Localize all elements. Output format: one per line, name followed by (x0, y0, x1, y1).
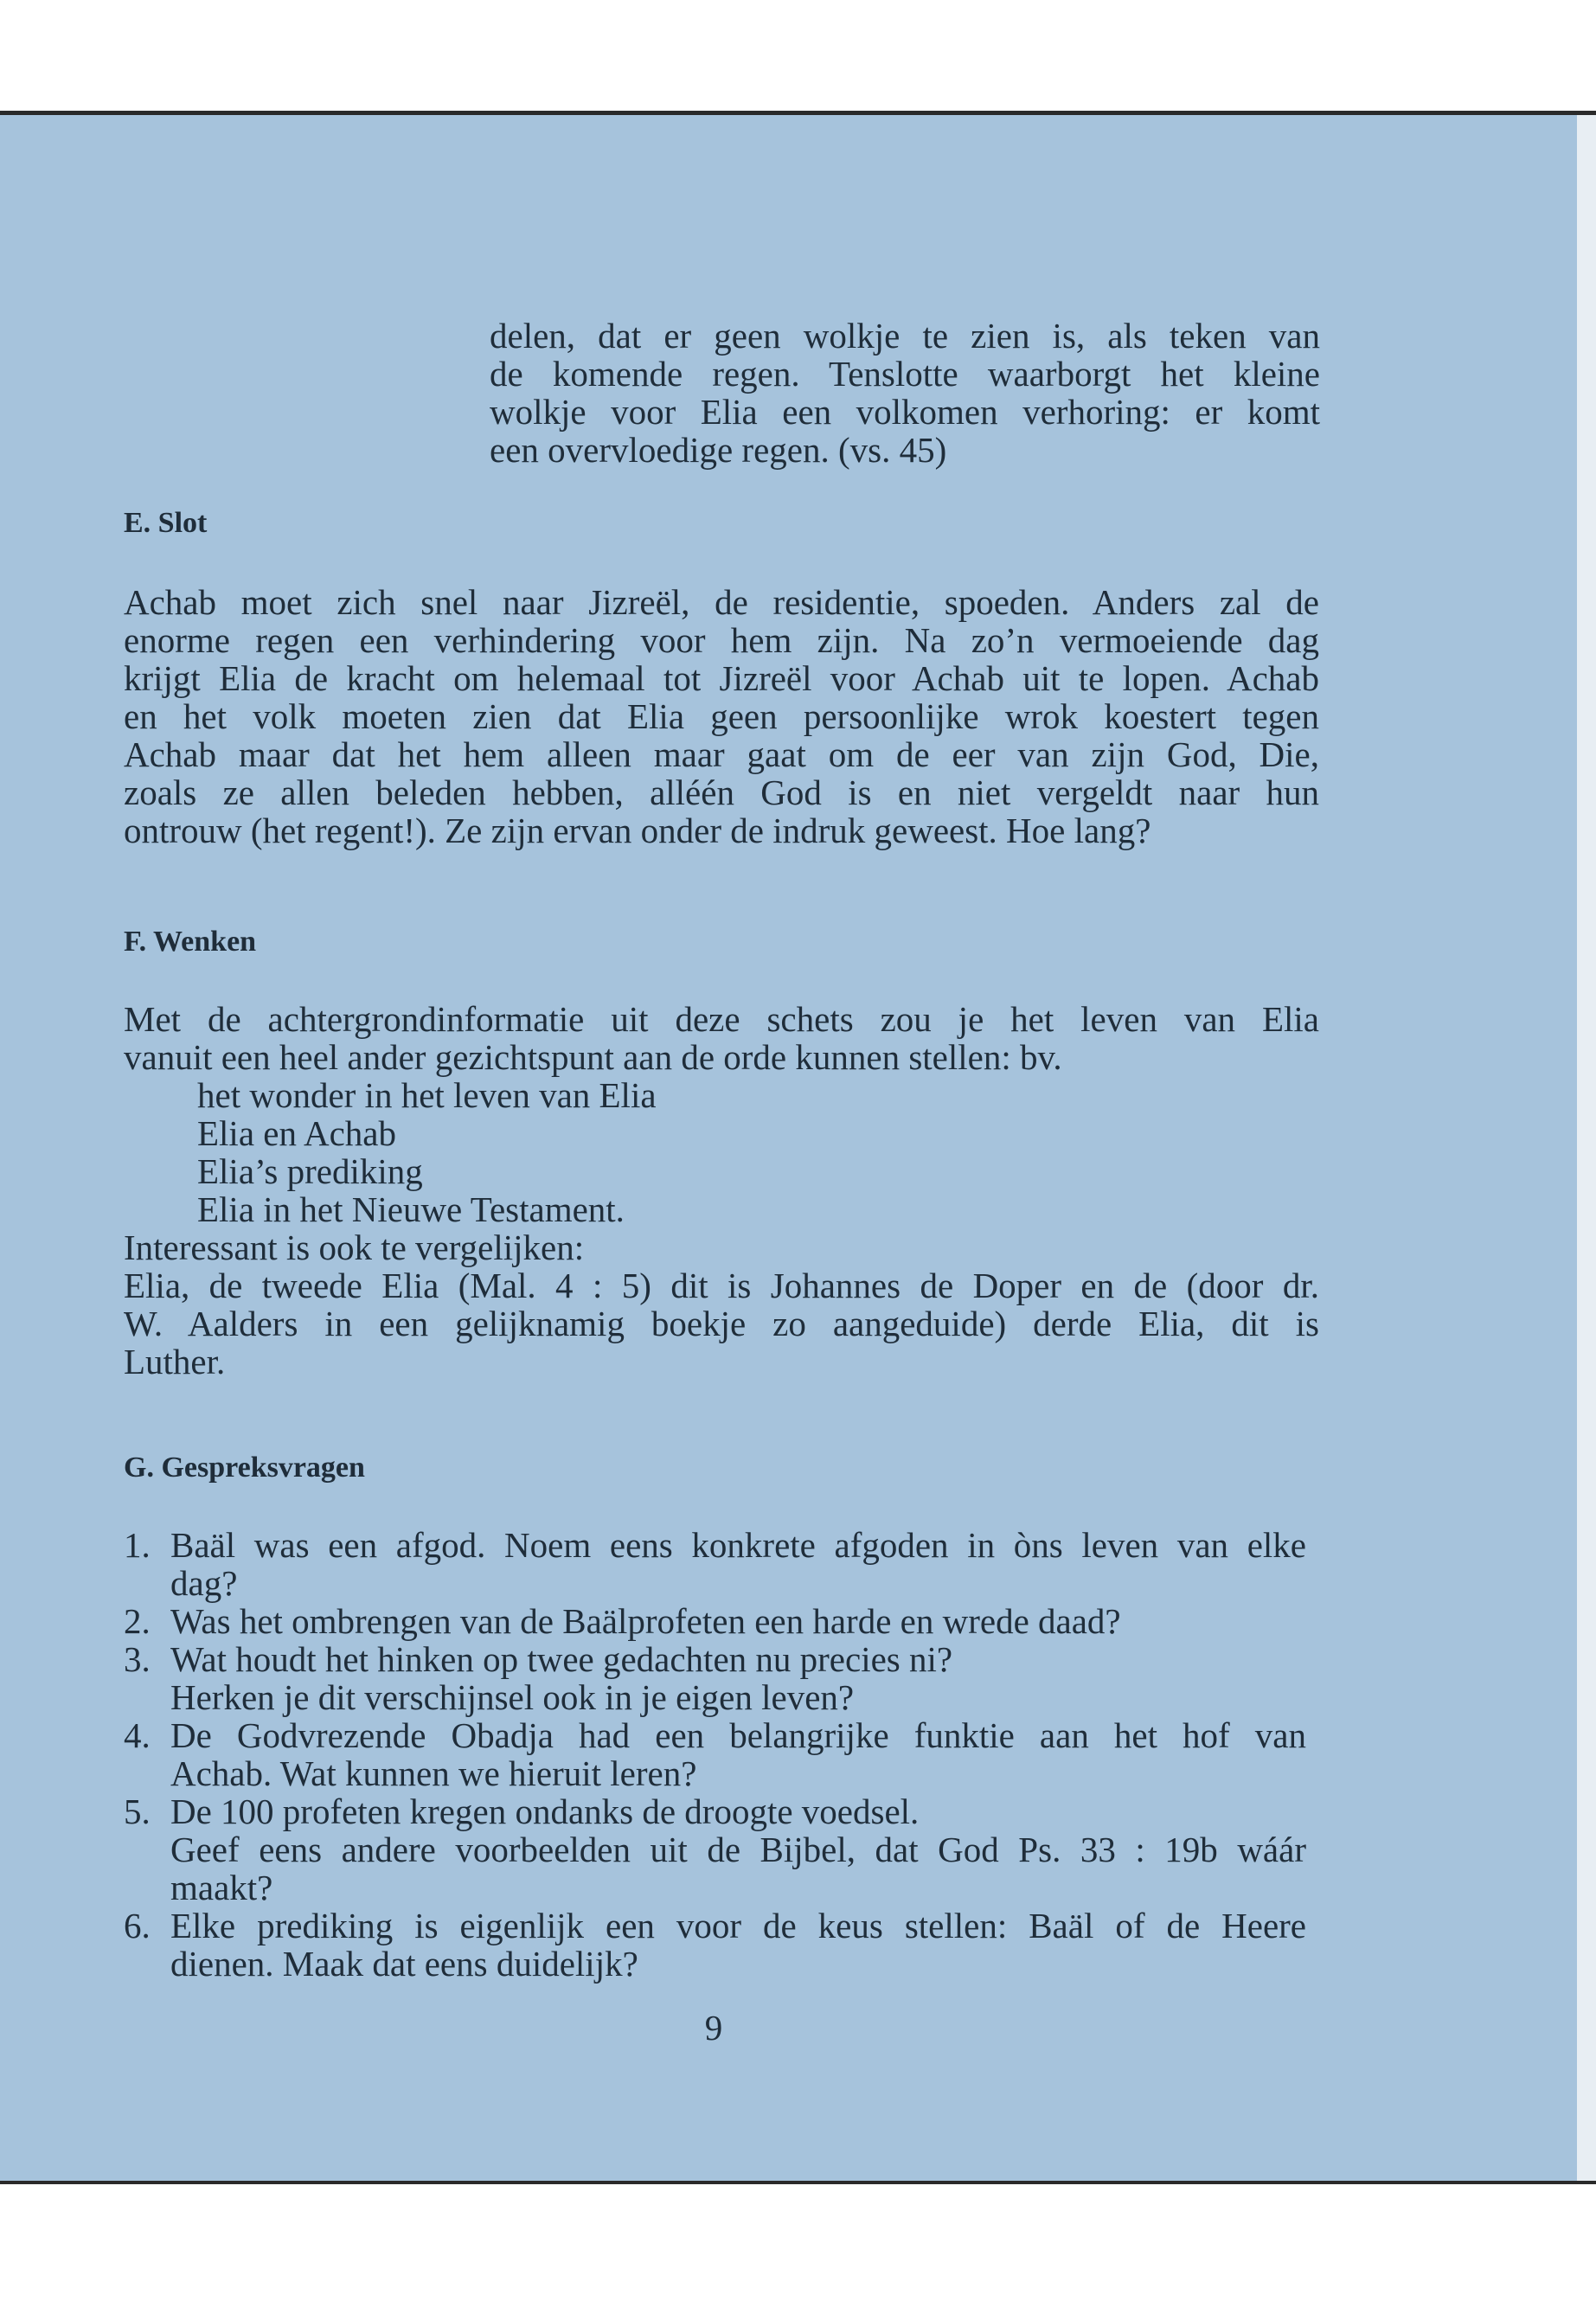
slot-line: Achab maar dat het hem alleen maar gaat om de eer van zijn God, Die, (124, 734, 1319, 774)
question-line: Wat houdt het hinken op twee gedachten nu precies ni? (170, 1639, 953, 1679)
section-heading-slot: E. Slot (124, 507, 208, 539)
question-number: 5. (124, 1791, 151, 1831)
slot-line: enorme regen een verhindering voor hem zijn. Na zo’n vermoeiende dag (124, 620, 1319, 660)
question-item (124, 1792, 1306, 1907)
intro-line: de komende regen. Tenslotte waarborgt het kleine (490, 354, 1320, 394)
question-list (124, 1526, 1306, 1983)
question-number: 3. (124, 1639, 151, 1679)
question-line: Elke prediking is eigenlijk een voor de keus stellen: Baäl of de Heere (170, 1906, 1306, 1945)
intro-line: delen, dat er geen wolkje te zien is, als teken van (490, 316, 1320, 356)
question-line: De 100 profeten kregen ondanks de droogte voedsel. (170, 1791, 920, 1831)
question-line: dienen. Maak dat eens duidelijk? (170, 1944, 638, 1984)
slot-line: Achab moet zich snel naar Jizreël, de residentie, spoeden. Anders zal de (124, 582, 1319, 622)
question-item (124, 1716, 1306, 1792)
slot-line: ontrouw (het regent!). Ze zijn ervan onder de indruk geweest. Hoe lang? (124, 811, 1151, 850)
question-item (124, 1602, 1306, 1640)
wenken-list-item: Elia’s prediking (197, 1151, 423, 1191)
wenken-list-item: Elia in het Nieuwe Testament. (197, 1189, 625, 1229)
question-number: 4. (124, 1715, 151, 1755)
question-line: maakt? (170, 1868, 273, 1907)
intro-paragraph (490, 317, 1320, 469)
question-line: De Godvrezende Obadja had een belangrijke funktie aan het hof van (170, 1715, 1306, 1755)
question-line: Herken je dit verschijnsel ook in je eigen leven? (170, 1677, 855, 1717)
intro-line: een overvloedige regen. (vs. 45) (490, 430, 947, 470)
wenken-intro-line: vanuit een heel ander gezichtspunt aan de orde kunnen stellen: bv. (124, 1037, 1062, 1077)
wenken-compare-label: Interessant is ook te vergelijken: (124, 1227, 585, 1267)
question-line: Geef eens andere voorbeelden uit de Bijbel, dat God Ps. 33 : 19b wáár (170, 1830, 1306, 1869)
wenken-intro-line: Met de achtergrondinformatie uit deze schets zou je het leven van Elia (124, 999, 1319, 1039)
wenken-compare-line: W. Aalders in een gelijknamig boekje zo aangeduide) derde Elia, dit is (124, 1304, 1319, 1343)
slot-line: en het volk moeten zien dat Elia geen persoonlijke wrok koestert tegen (124, 696, 1319, 736)
page-edge (1577, 115, 1596, 2182)
wenken-list (124, 1076, 1319, 1228)
scan-border-bottom (0, 2181, 1596, 2184)
intro-line: wolkje voor Elia een volkomen verhoring: er komt (490, 392, 1320, 432)
wenken-body (124, 1000, 1319, 1381)
page-number: 9 (704, 2008, 723, 2048)
section-heading-gespreksvragen: G. Gespreksvragen (124, 1452, 365, 1484)
question-line: Achab. Wat kunnen we hieruit leren? (170, 1753, 697, 1793)
question-line: dag? (170, 1563, 238, 1603)
section-heading-wenken: F. Wenken (124, 926, 257, 958)
slot-paragraph (124, 583, 1319, 849)
slot-line: zoals ze allen beleden hebben, alléén God is en niet vergeldt naar hun (124, 772, 1319, 812)
question-number: 6. (124, 1906, 151, 1945)
wenken-list-item: het wonder in het leven van Elia (197, 1075, 657, 1115)
question-line: Was het ombrengen van de Baälprofeten een harde en wrede daad? (170, 1601, 1121, 1641)
question-item (124, 1640, 1306, 1716)
question-number: 2. (124, 1601, 151, 1641)
wenken-compare-line: Elia, de tweede Elia (Mal. 4 : 5) dit is Johannes de Doper en de (door dr. (124, 1266, 1319, 1305)
question-item (124, 1907, 1306, 1983)
question-line: Baäl was een afgod. Noem eens konkrete afgoden in òns leven van elke (170, 1525, 1306, 1565)
wenken-list-item: Elia en Achab (197, 1113, 396, 1153)
wenken-compare-line: Luther. (124, 1342, 226, 1381)
question-item (124, 1526, 1306, 1602)
slot-line: krijgt Elia de kracht om helemaal tot Jizreël voor Achab uit te lopen. Achab (124, 658, 1319, 698)
question-number: 1. (124, 1525, 151, 1565)
